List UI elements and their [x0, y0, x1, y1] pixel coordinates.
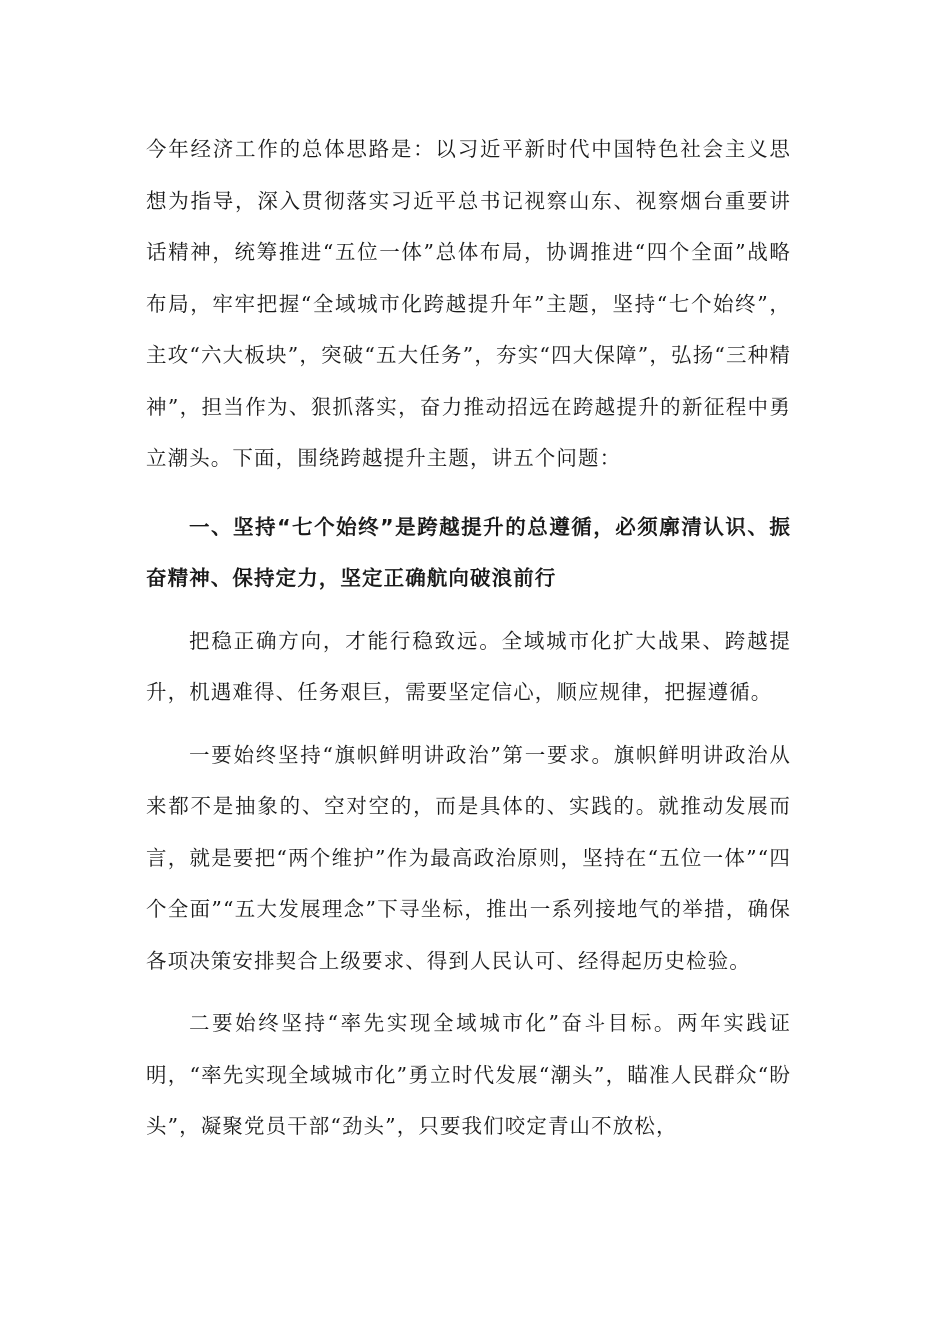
body-paragraph-1: 把稳正确方向，才能行稳致远。全域城市化扩大战果、跨越提升，机遇难得、任务艰巨，需要坚定信心，顺应规律，把握遵循。	[146, 628, 791, 704]
section-heading-1: 一、坚持“七个始终”是跨越提升的总遵循，必须廓清认识、振奋精神、保持定力，坚定正确航向破浪前行	[146, 514, 791, 590]
document-page	[146, 124, 791, 1153]
paragraph-spacer	[146, 719, 791, 730]
paragraph-spacer	[146, 987, 791, 998]
body-paragraph-2: 一要始终坚持“旗帜鲜明讲政治”第一要求。旗帜鲜明讲政治从来都不是抽象的、空对空的，而是具体的、实践的。就推动发展而言，就是要把“两个维护”作为最高政治原则，坚持在“五位一体”“四个全面”“五大发展理念”下寻坐标，推出一系列接地气的举措，确保各项决策安排契合上级要求、得到人民认可、经得起历史检验。	[146, 742, 791, 973]
intro-paragraph: 今年经济工作的总体思路是：以习近平新时代中国特色社会主义思想为指导，深入贯彻落实习近平总书记视察山东、视察烟台重要讲话精神，统筹推进“五位一体”总体布局，协调推进“四个全面”战略布局，牢牢把握“全域城市化跨越提升年”主题，坚持“七个始终”，主攻“六大板块”，突破“五大任务”，夯实“四大保障”，弘扬“三种精神”，担当作为、狠抓落实，奋力推动招远在跨越提升的新征程中勇立潮头。下面，围绕跨越提升主题，讲五个问题：	[146, 137, 791, 470]
body-paragraph-3: 二要始终坚持“率先实现全域城市化”奋斗目标。两年实践证明，“率先实现全域城市化”勇立时代发展“潮头”，瞄准人民群众“盼头”，凝聚党员干部“劲头”，只要我们咬定青山不放松，	[146, 1011, 791, 1138]
